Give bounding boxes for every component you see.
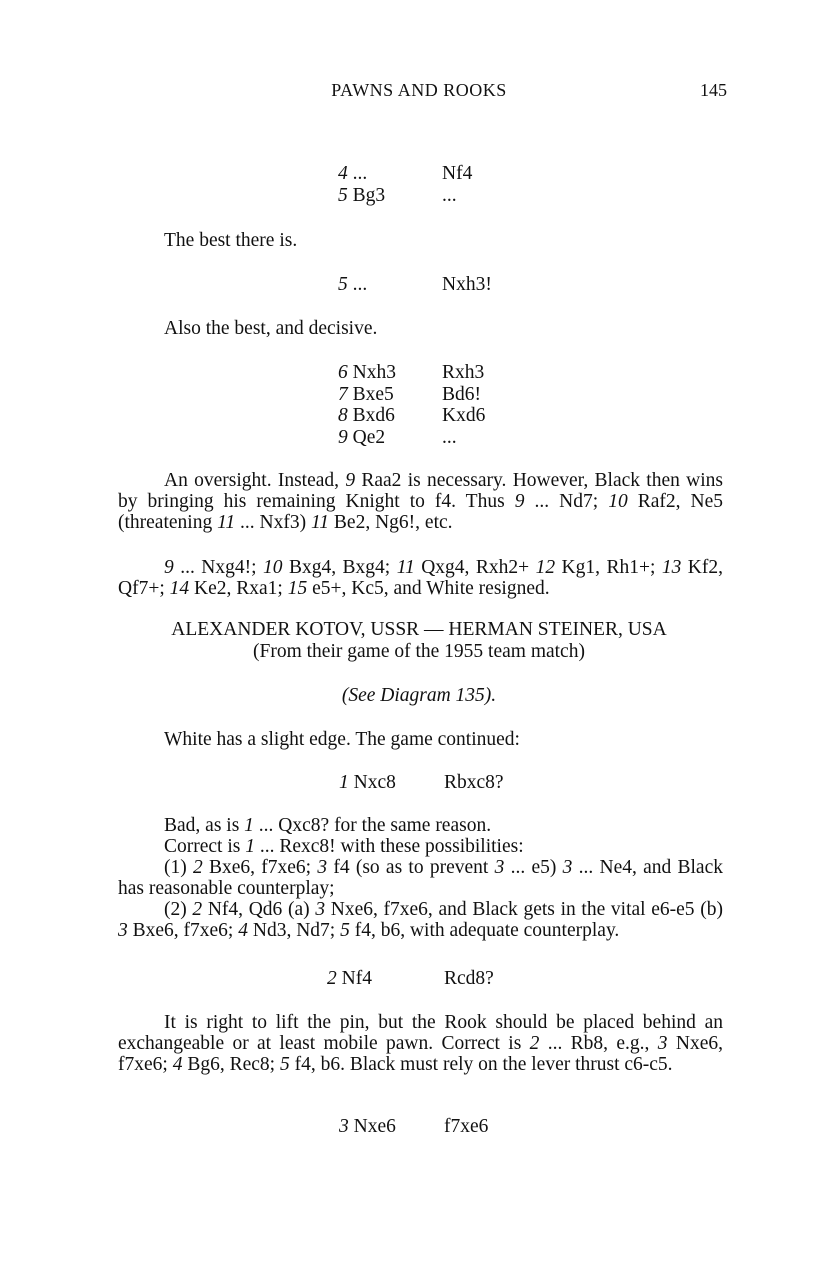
line: (1) 2 Bxe6, f7xe6; 3 f4 (so as to prevent 3 ... e5) 3 ... Ne4, and Black has reasonable counterplay; xyxy=(118,857,723,899)
move-white xyxy=(338,362,396,383)
game-event: (From their game of the 1955 team match) xyxy=(253,641,585,662)
move-number: 9 xyxy=(338,427,348,448)
move-number: 5 xyxy=(338,274,348,295)
move-number: 7 xyxy=(338,384,348,405)
move-black: f7xe6 xyxy=(444,1116,489,1137)
annotation-paragraph: 9 ... Nxg4!; 10 Bxg4, Bxg4; 11 Qxg4, Rxh2+ 12 Kg1, Rh1+; 13 Kf2, Qf7+; 14 Ke2, Rxa1; 15 e5+, Kc5, and White resigned. xyxy=(118,557,724,599)
move-number: 5 xyxy=(338,185,348,206)
comment: The best there is. xyxy=(164,230,298,251)
annotation-paragraph: It is right to lift the pin, but the Rook should be placed behind an exchangeable or at least mobile pawn. Correct is 2 ... Rb8, e.g., 3 Nxe6, f7xe6; 4 Bg6, Rec8; 5 f4, b6. Black must rely on the lever thrust c6-c5. xyxy=(118,1012,723,1075)
line: Bad, as is 1 ... Qxc8? for the same reason. xyxy=(164,815,492,836)
move-number: 6 xyxy=(338,362,348,383)
comment: White has a slight edge. The game continued: xyxy=(164,729,520,750)
move-text: Nf4 xyxy=(341,968,372,989)
game-players: ALEXANDER KOTOV, USSR — HERMAN STEINER, USA xyxy=(171,619,667,640)
move-black: Rbxc8? xyxy=(444,772,504,793)
move-white xyxy=(339,1116,396,1137)
move-white xyxy=(338,384,394,405)
move-number: 1 xyxy=(339,772,349,793)
line: (2) 2 Nf4, Qd6 (a) 3 Nxe6, f7xe6, and Black gets in the vital e6-e5 (b) 3 Bxe6, f7xe6; 4 Nd3, Nd7; 5 f4, b6, with adequate counterplay. xyxy=(118,899,723,941)
move-white xyxy=(339,772,396,793)
move-white xyxy=(338,185,385,206)
move-number: 4 xyxy=(338,163,348,184)
move-white xyxy=(338,163,367,184)
annotation-paragraph: An oversight. Instead, 9 Raa2 is necessary. However, Black then wins by bringing his remaining Knight to f4. Thus 9 ... Nd7; 10 Raf2, Ne5 (threatening 11 ... Nxf3) 11 Be2, Ng6!, etc. xyxy=(118,470,724,533)
move-black: Nxh3! xyxy=(442,274,492,295)
page-number: 145 xyxy=(700,80,727,100)
move-text: Bg3 xyxy=(352,185,386,206)
move-text: Nxc8 xyxy=(353,772,396,793)
move-text: ... xyxy=(352,163,368,184)
move-black: ... xyxy=(442,185,457,206)
move-white xyxy=(338,274,367,295)
move-black: Nf4 xyxy=(442,163,473,184)
line: Correct is 1 ... Rexc8! with these possibilities: xyxy=(164,836,524,857)
move-text: Nxe6 xyxy=(353,1116,396,1137)
diagram-reference: (See Diagram 135). xyxy=(341,685,497,706)
comment: Also the best, and decisive. xyxy=(164,318,378,339)
move-text: Bxd6 xyxy=(352,405,395,426)
move-white xyxy=(327,968,372,989)
move-text: Nxh3 xyxy=(352,362,396,383)
move-white xyxy=(338,427,385,448)
running-header-title: PAWNS AND ROOKS xyxy=(331,80,507,100)
move-black: Bd6! xyxy=(442,384,481,405)
move-black: Rcd8? xyxy=(444,968,494,989)
move-text: ... xyxy=(352,274,368,295)
annotation-paragraph xyxy=(118,815,723,941)
move-number: 3 xyxy=(339,1116,349,1137)
move-black: Kxd6 xyxy=(442,405,486,426)
move-number: 8 xyxy=(338,405,348,426)
move-number: 2 xyxy=(327,968,337,989)
move-text: Qe2 xyxy=(352,427,386,448)
move-text: Bxe5 xyxy=(352,384,394,405)
move-black: Rxh3 xyxy=(442,362,485,383)
move-white xyxy=(338,405,395,426)
move-black: ... xyxy=(442,427,457,448)
